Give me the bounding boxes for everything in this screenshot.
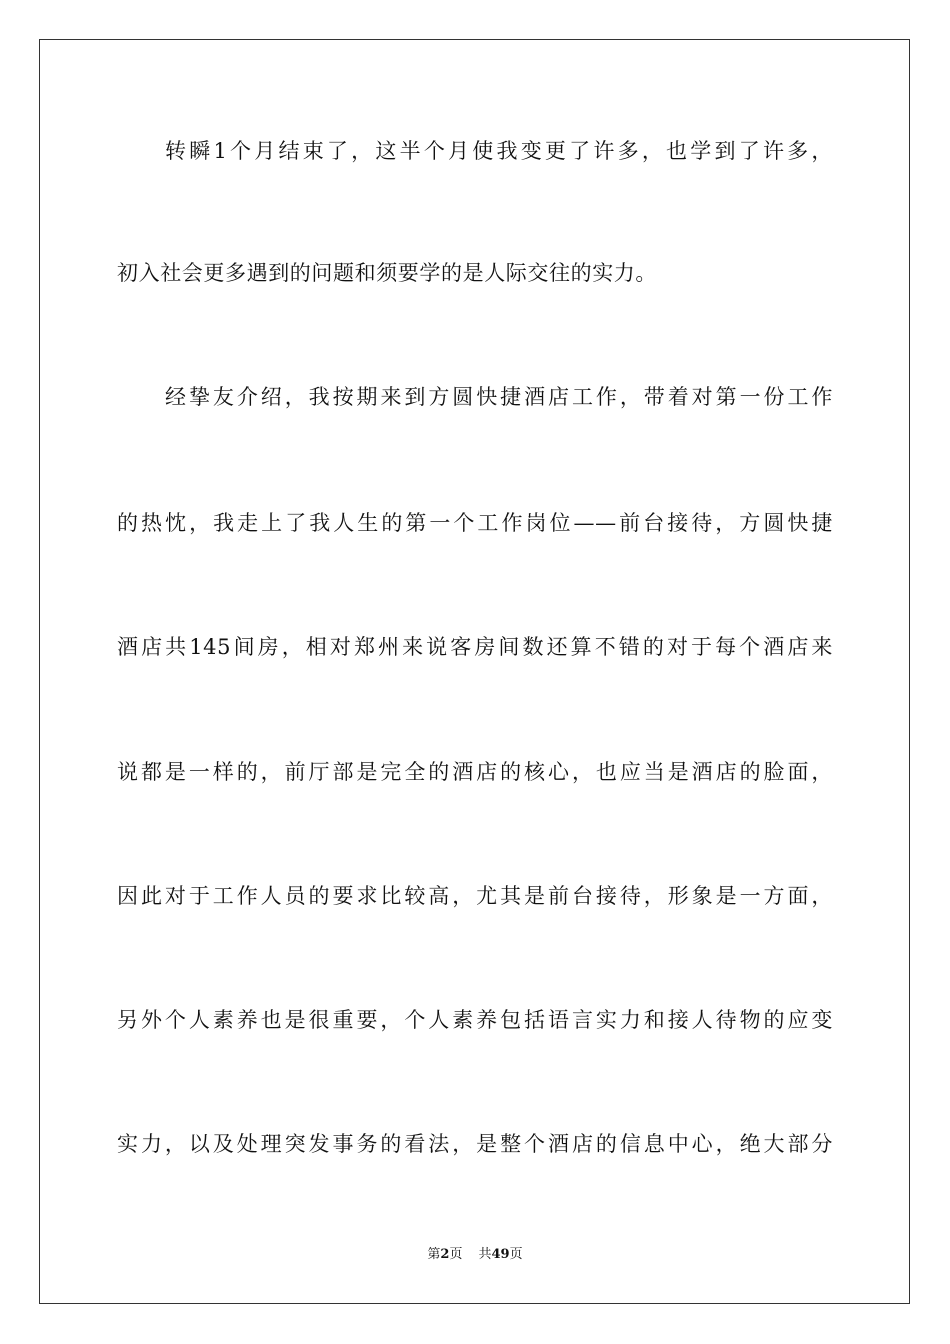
paragraph-1-line-1: 转瞬1个月结束了，这半个月使我变更了许多，也学到了许多， bbox=[165, 139, 833, 163]
total-prefix: 共 bbox=[478, 1247, 492, 1262]
page-suffix: 页 bbox=[449, 1247, 463, 1262]
page-frame bbox=[39, 39, 910, 1304]
paragraph-2-line-5: 因此对于工作人员的要求比较高，尤其是前台接待，形象是一方面， bbox=[117, 884, 833, 908]
page-footer bbox=[0, 1246, 950, 1264]
paragraph-2-line-7: 实力，以及处理突发事务的看法，是整个酒店的信息中心，绝大部分 bbox=[117, 1132, 833, 1156]
page-number: 2 bbox=[440, 1247, 450, 1262]
page-prefix: 第 bbox=[427, 1247, 441, 1262]
paragraph-2-line-3: 酒店共145间房，相对郑州来说客房间数还算不错的对于每个酒店来 bbox=[117, 635, 833, 659]
paragraph-2-line-6: 另外个人素养也是很重要，个人素养包括语言实力和接人待物的应变 bbox=[117, 1008, 833, 1032]
paragraph-2-line-4: 说都是一样的，前厅部是完全的酒店的核心，也应当是酒店的脸面， bbox=[117, 760, 833, 784]
paragraph-2-line-1: 经挚友介绍，我按期来到方圆快捷酒店工作，带着对第一份工作 bbox=[165, 385, 833, 409]
paragraph-1-line-2: 初入社会更多遇到的问题和须要学的是人际交往的实力。 bbox=[117, 261, 657, 285]
paragraph-2-line-2: 的热忱，我走上了我人生的第一个工作岗位——前台接待，方圆快捷 bbox=[117, 511, 833, 535]
total-suffix: 页 bbox=[509, 1247, 523, 1262]
total-pages: 49 bbox=[491, 1247, 510, 1262]
